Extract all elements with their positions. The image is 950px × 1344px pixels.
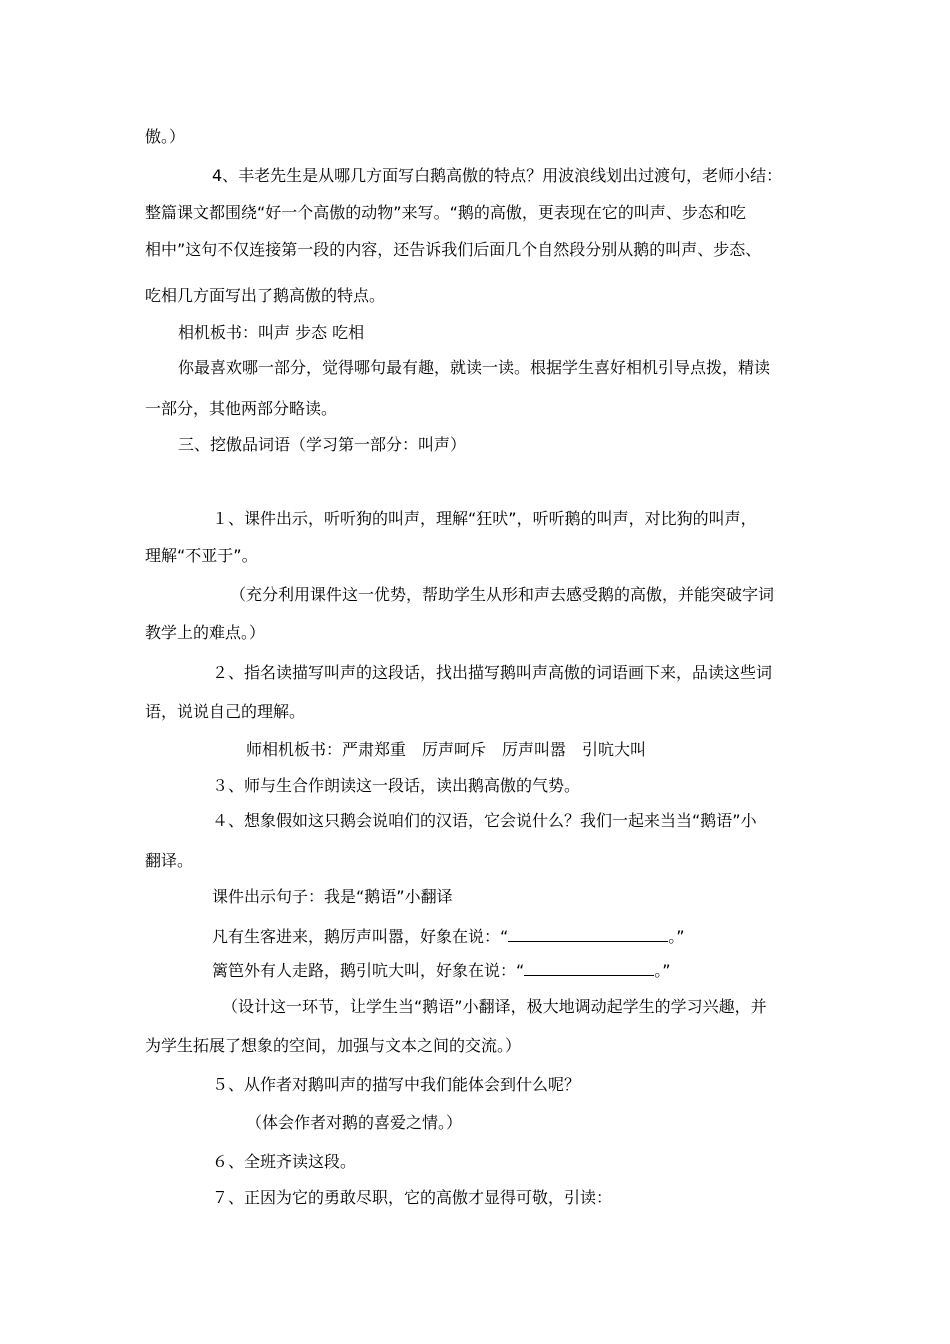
paragraph-line: （设计这一环节，让学生当“鹅语”小翻译，极大地调动起学生的学习兴趣，并: [222, 997, 767, 1016]
paragraph-line: 课件出示句子：我是“鹅语”小翻译: [212, 887, 453, 906]
paragraph-line: ３、师与生合作朗读这一段话，读出鹅高傲的气势。: [212, 776, 581, 795]
answer-blank[interactable]: [524, 960, 654, 976]
board-notes: 相机板书：叫声 步态 吃相: [178, 323, 365, 342]
fill-in-sentence: [212, 926, 685, 948]
paragraph-line: 整篇课文都围绕“好一个高傲的动物”来写。“鹅的高傲，更表现在它的叫声、步态和吃: [145, 203, 746, 222]
paragraph-line: ２、指名读描写叫声的这段话，找出描写鹅叫声高傲的词语画下来，品读这些词: [212, 663, 773, 682]
answer-blank[interactable]: [508, 926, 668, 942]
section-heading: 三、挖傲品词语（学习第一部分：叫声）: [178, 435, 467, 454]
paragraph-line: （体会作者对鹅的喜爱之情。）: [246, 1113, 463, 1132]
paragraph-line: 理解“不亚于”。: [145, 546, 258, 565]
paragraph-line: （充分利用课件这一优势，帮助学生从形和声去感受鹅的高傲，并能突破字词: [230, 585, 775, 604]
board-notes: 师相机板书：严肃郑重 厉声呵斥 厉声叫嚣 引吭大叫: [246, 740, 647, 759]
paragraph-line: ７、正因为它的勇敢尽职，它的高傲才显得可敬，引读：: [212, 1188, 613, 1207]
paragraph-line: 语，说说自己的理解。: [145, 702, 306, 721]
paragraph-line: ４、想象假如这只鹅会说咱们的汉语，它会说什么？我们一起来当当“鹅语”小: [212, 811, 757, 830]
fill-in-suffix: 。”: [668, 927, 685, 946]
paragraph-line: ５、从作者对鹅叫声的描写中我们能体会到什么呢？: [212, 1075, 581, 1094]
paragraph-line: 教学上的难点。）: [145, 623, 266, 642]
paragraph-line: 翻译。: [145, 851, 194, 870]
fill-in-prefix: 凡有生客进来，鹅厉声叫嚣，好象在说：“: [212, 927, 509, 946]
paragraph-line: 吃相几方面写出了鹅高傲的特点。: [145, 286, 386, 305]
paragraph-line: 为学生拓展了想象的空间，加强与文本之间的交流。）: [145, 1036, 522, 1055]
fill-in-sentence: [212, 960, 671, 982]
paragraph-line: 一部分，其他两部分略读。: [145, 399, 338, 418]
fill-in-prefix: 篱笆外有人走路，鹅引吭大叫，好象在说：“: [212, 961, 525, 980]
paragraph-line: 傲。）: [145, 127, 186, 146]
fill-in-suffix: 。”: [654, 961, 671, 980]
paragraph-line: 你最喜欢哪一部分，觉得哪句最有趣，就读一读。根据学生喜好相机引导点拨，精读: [178, 358, 771, 377]
paragraph-line: 4、丰老先生是从哪几方面写白鹅高傲的特点？用波浪线划出过渡句，老师小结：: [212, 166, 783, 185]
paragraph-line: 相中”这句不仅连接第一段的内容，还告诉我们后面几个自然段分别从鹅的叫声、步态、: [145, 240, 762, 259]
paragraph-line: ６、全班齐读这段。: [212, 1152, 357, 1171]
paragraph-line: １、课件出示，听听狗的叫声，理解“狂吠”，听听鹅的叫声，对比狗的叫声，: [212, 509, 757, 528]
